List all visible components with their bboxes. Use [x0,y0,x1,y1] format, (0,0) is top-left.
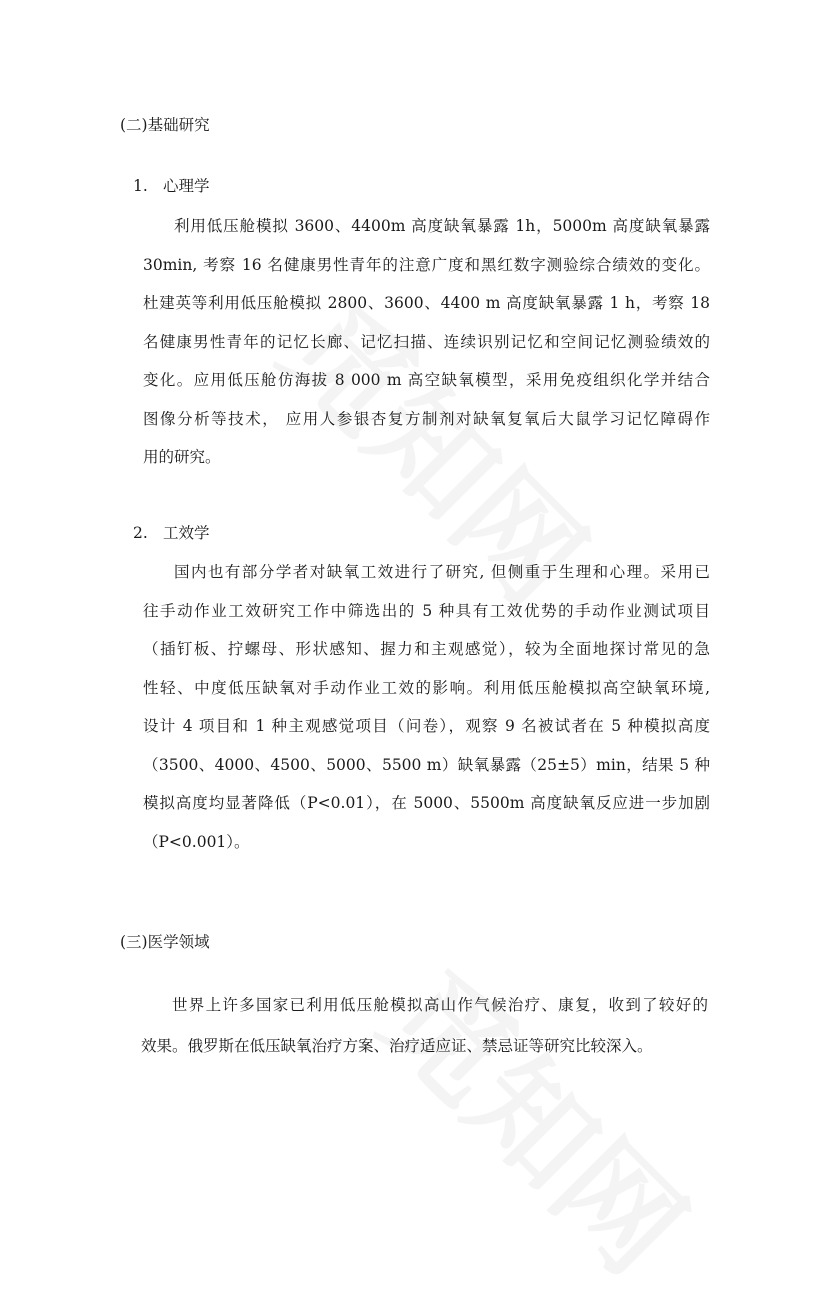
text-line: （插钉板、拧螺母、形状感知、握力和主观感觉），较为全面地探讨常见的急 [143,640,710,658]
subsection-title: 心理学 [163,177,210,195]
paragraph-medical [141,985,708,1067]
section-heading-medical-field: (三)医学领域 [120,933,210,951]
list-number: 1. [133,177,148,195]
subsection-heading-psychology [133,176,210,196]
text-line: 设计 4 项目和 1 种主观感觉项目（问卷），观察 9 名被试者在 5 种模拟高度 [143,717,710,735]
section-heading-basic-research: (二)基础研究 [120,116,210,134]
text-line: 杜建英等利用低压舱模拟 2800、3600、4400 m 高度缺氧暴露 1 h，考察 18 [143,294,710,312]
text-line: 模拟高度均显著降低（P<0.01），在 5000、5500m 高度缺氧反应进一步加剧 [143,794,710,812]
text-line: （P<0.001）。 [143,832,250,851]
text-line: 用的研究。 [143,448,221,466]
text-line: 30min, 考察 16 名健康男性青年的注意广度和黑红数字测验综合绩效的变化。 [143,255,710,274]
text-line: 效果。俄罗斯在低压缺氧治疗方案、治疗适应证、禁忌证等研究比较深入。 [141,1037,653,1055]
list-number: 2. [133,524,148,542]
text-line: 世界上许多国家已利用低压舱模拟高山作气候治疗、康复，收到了较好的 [172,996,708,1014]
text-line: 变化。应用低压舱仿海拔 8 000 m 高空缺氧模型，采用免疫组织化学并结合 [143,371,710,389]
text-line: 往手动作业工效研究工作中筛选出的 5 种具有工效优势的手动作业测试项目 [143,601,710,620]
subsection-title: 工效学 [163,524,210,542]
paragraph-psychology [143,207,710,477]
text-line: 图像分析等技术， 应用人参银杏复方制剂对缺氧复氧后大鼠学习记忆障碍作 [143,409,710,428]
text-line: 名健康男性青年的记忆长廊、记忆扫描、连续识别记忆和空间记忆测验绩效的 [143,332,710,351]
paragraph-ergonomics [143,553,710,861]
text-line: 利用低压舱模拟 3600、4400m 高度缺氧暴露 1h，5000m 高度缺氧暴露 [174,217,710,235]
text-line: 性轻、中度低压缺氧对手动作业工效的影响。利用低压舱模拟高空缺氧环境, [143,678,710,697]
text-line: （3500、4000、4500、5000、5500 m）缺氧暴露（25±5）min，结果 5 种 [143,755,710,774]
text-line: 国内也有部分学者对缺氧工效进行了研究, 但侧重于生理和心理。采用已 [174,563,710,581]
subsection-heading-ergonomics [133,523,210,543]
